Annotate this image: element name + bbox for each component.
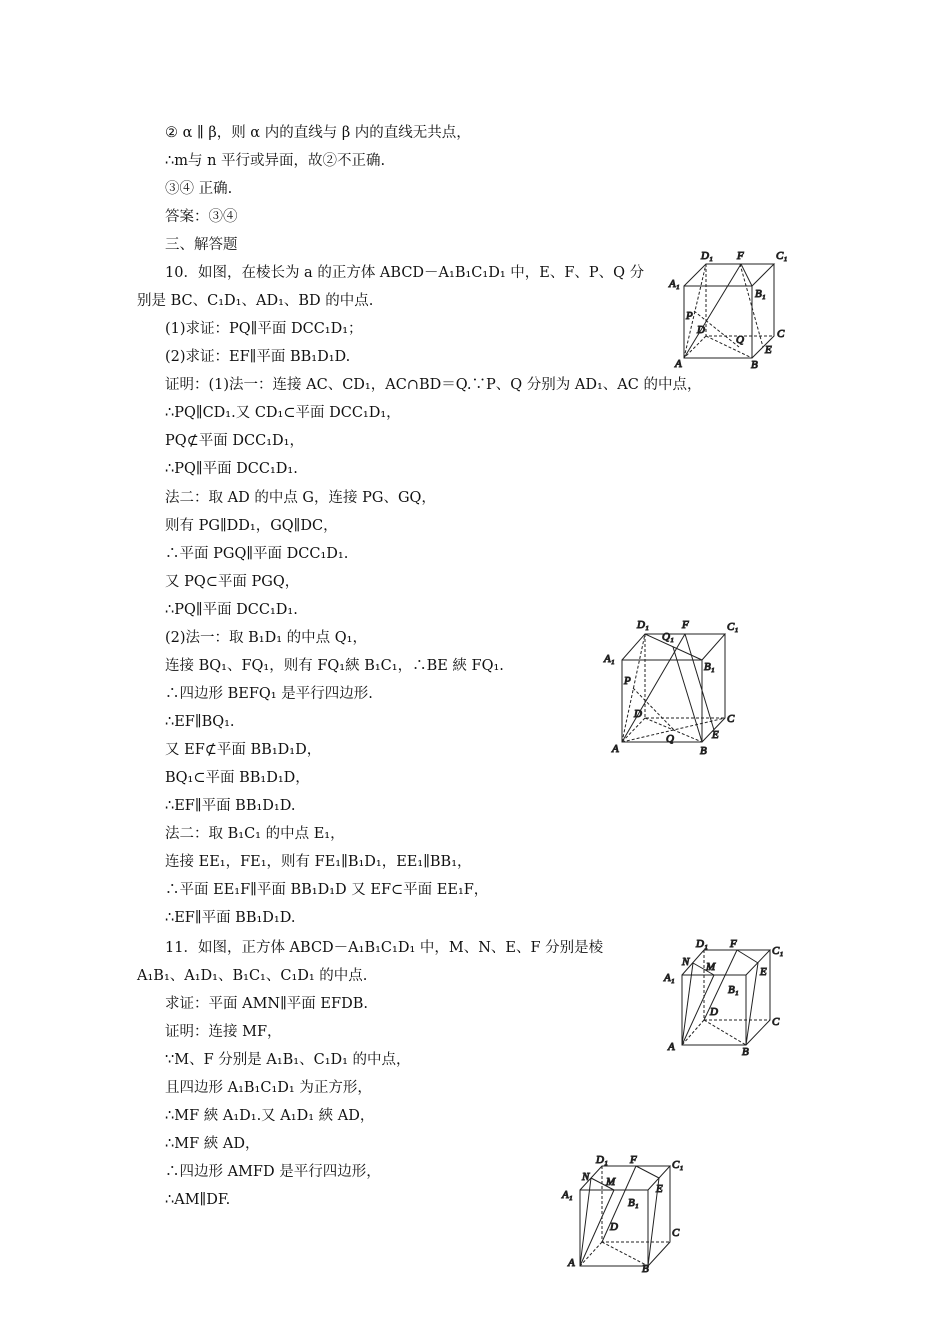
proof-line: 法二：取 B₁C₁ 的中点 E₁， (165, 826, 345, 842)
proof-line: ∴PQ∥平面 DCC₁D₁. (165, 461, 298, 477)
cube-label: C (772, 1016, 780, 1028)
proof-line: 证明：(1)法一：连接 AC、CD₁，AC∩BD＝Q.∵P、Q 分别为 AD₁、AC 的中点， (165, 377, 702, 393)
proof-line: 又 EF⊄平面 BB₁D₁D， (165, 742, 322, 758)
cube-label: C₁ (772, 945, 784, 957)
proof-line: 又 PQ⊂平面 PGQ， (165, 574, 300, 590)
proof-line: ∴MF 綊 AD， (165, 1136, 260, 1152)
cube-label: N (582, 1171, 590, 1183)
cube-label: D (697, 324, 705, 336)
cube-label: F (630, 1154, 637, 1166)
proof-line: ∴平面 PGQ∥平面 DCC₁D₁. (165, 546, 349, 562)
text-line-2: ∴m与 n 平行或异面，故②不正确. (165, 153, 386, 169)
proof-line: BQ₁⊂平面 BB₁D₁D， (165, 770, 310, 786)
cube-figure-2 (600, 614, 745, 759)
cube-label: C (727, 713, 735, 725)
cube-label: F (730, 938, 737, 950)
cube-label: C₁ (672, 1159, 684, 1171)
cube-label: A (612, 743, 619, 755)
cube-label: E (656, 1183, 663, 1195)
cube-label: E (765, 344, 772, 356)
cube-label: A₁ (562, 1189, 573, 1201)
proof-line: ∵M、F 分别是 A₁B₁、C₁D₁ 的中点， (165, 1052, 411, 1068)
cube-label: B (642, 1263, 649, 1275)
problem-11-goal: 求证：平面 AMN∥平面 EFDB. (165, 996, 368, 1012)
cube-label: C₁ (776, 250, 788, 262)
cube-label: F (737, 250, 744, 262)
cube-label: A (568, 1257, 575, 1269)
section-heading: 三、解答题 (165, 237, 238, 253)
text-line-3: ③④ 正确. (165, 181, 233, 197)
cube-label: D (710, 1006, 718, 1018)
cube-label: D₁ (596, 1154, 608, 1166)
problem-11-statement: 11．如图，正方体 ABCD－A₁B₁C₁D₁ 中，M、N、E、F 分别是棱 (165, 940, 604, 956)
cube-label: A₁ (664, 972, 675, 984)
cube-label: A (668, 1041, 675, 1053)
cube-label: E (712, 729, 719, 741)
proof-line: 则有 PG∥DD₁，GQ∥DC， (165, 518, 338, 534)
cube-label: F (682, 619, 689, 631)
cube-label: D (634, 708, 642, 720)
proof-line: ∴MF 綊 A₁D₁.又 A₁D₁ 綊 AD， (165, 1108, 375, 1124)
proof-line: PQ⊄平面 DCC₁D₁， (165, 433, 304, 449)
proof-line: ∴四边形 AMFD 是平行四边形， (165, 1164, 381, 1180)
problem-10-statement: 10．如图，在棱长为 a 的正方体 ABCD－A₁B₁C₁D₁ 中，E、F、P、Q 分 (165, 265, 645, 281)
proof-line: ∴EF∥平面 BB₁D₁D. (165, 910, 296, 926)
cube-label: A (675, 358, 682, 370)
cube-label: N (682, 956, 690, 968)
cube-label: D (610, 1221, 618, 1233)
cube-label: B₁ (628, 1197, 639, 1209)
cube-label: A₁ (604, 653, 615, 665)
cube-label: Q₁ (662, 631, 674, 643)
problem-10-part-2: (2)求证：EF∥平面 BB₁D₁D. (165, 349, 351, 365)
cube-label: D₁ (701, 250, 713, 262)
cube-label: C (777, 328, 785, 340)
cube-label: M (606, 1176, 616, 1188)
proof-line: ∴PQ∥平面 DCC₁D₁. (165, 602, 298, 618)
cube-label: Q (736, 334, 744, 346)
text-line-4: 答案：③④ (165, 209, 238, 225)
proof-line: 且四边形 A₁B₁C₁D₁ 为正方形， (165, 1080, 372, 1096)
cube-label: A₁ (669, 278, 680, 290)
cube-label: B₁ (704, 661, 715, 673)
cube-label: P (624, 675, 631, 687)
cube-label: B (751, 359, 758, 370)
cube-figure-3 (662, 935, 792, 1060)
cube-label: D₁ (637, 619, 649, 631)
proof-line: 法二：取 AD 的中点 G，连接 PG、GQ， (165, 490, 436, 506)
proof-line: (2)法一：取 B₁D₁ 的中点 Q₁， (165, 630, 367, 646)
cube-label: B (700, 745, 707, 757)
cube-label: M (706, 961, 716, 973)
cube-label: D₁ (696, 938, 708, 950)
proof-line: 连接 EE₁，FE₁，则有 FE₁∥B₁D₁，EE₁∥BB₁， (165, 854, 472, 870)
cube-label: P (686, 310, 693, 322)
cube-label: B₁ (728, 984, 739, 996)
proof-line: 证明：连接 MF， (165, 1024, 282, 1040)
proof-line: ∴EF∥BQ₁. (165, 714, 235, 730)
cube-label: C (672, 1227, 680, 1239)
problem-10-part-1: (1)求证：PQ∥平面 DCC₁D₁； (165, 321, 363, 337)
cube-label: B₁ (755, 288, 766, 300)
proof-line: 连接 BQ₁、FQ₁，则有 FQ₁綊 B₁C₁，∴BE 綊 FQ₁. (165, 658, 504, 674)
cube-label: Q (666, 733, 674, 745)
cube-figure-4 (560, 1152, 690, 1277)
proof-line: ∴平面 EE₁F∥平面 BB₁D₁D 又 EF⊂平面 EE₁F， (165, 882, 489, 898)
problem-10-statement-cont: 别是 BC、C₁D₁、AD₁、BD 的中点. (137, 293, 374, 309)
cube-label: C₁ (727, 621, 739, 633)
cube-label: B (742, 1046, 749, 1058)
proof-line: ∴四边形 BEFQ₁ 是平行四边形. (165, 686, 373, 702)
text-line-1: ② α ∥ β，则 α 内的直线与 β 内的直线无共点， (165, 125, 471, 141)
proof-line: ∴PQ∥CD₁.又 CD₁⊂平面 DCC₁D₁， (165, 405, 401, 421)
proof-line: ∴AM∥DF. (165, 1192, 231, 1208)
cube-figure-1 (665, 245, 795, 370)
problem-11-statement-cont: A₁B₁、A₁D₁、B₁C₁、C₁D₁ 的中点. (137, 968, 368, 984)
cube-label: E (760, 966, 767, 978)
proof-line: ∴EF∥平面 BB₁D₁D. (165, 798, 296, 814)
